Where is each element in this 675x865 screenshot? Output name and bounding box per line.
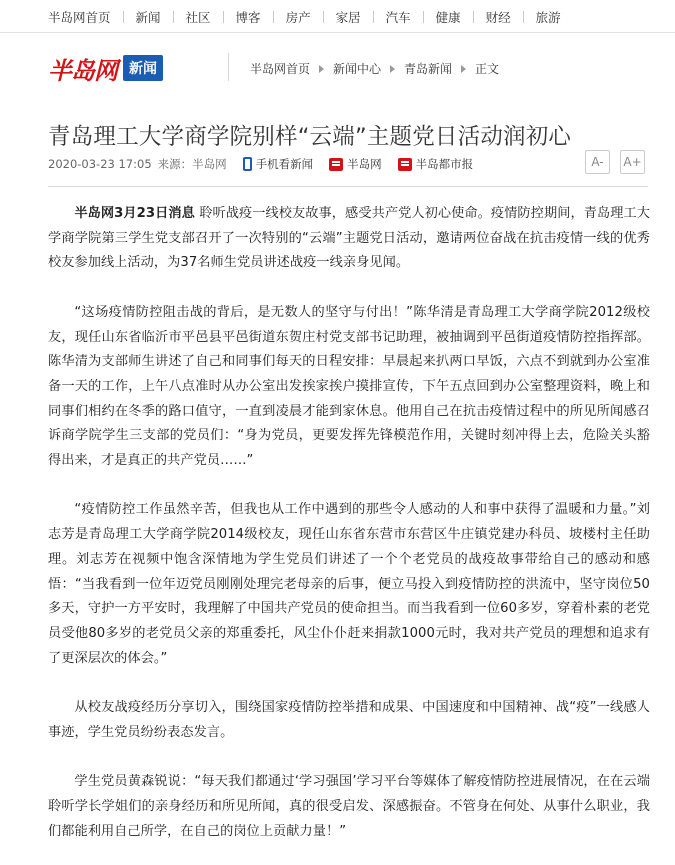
mobile-news-link[interactable]	[243, 156, 314, 172]
article-paragraph: “这场疫情防控阻击战的背后，是无数人的坚守与付出！”陈华清是青岛理工大学商学院2012级校友，现任山东省临沂市平邑县平邑街道东贺庄村党支部书记助理，被抽调到平邑街道疫情防控指挥部。陈华清为支部师生讲述了自己和同事们每天的日程安排：早晨起来扒两口早饭，六点不到就到办公室准备一天的工作，上午八点准时从办公室出发挨家挨户摸排宣传，下午五点回到办公室整理资料，晚上和同事们相约在冬季的路口值守，一直到凌晨才能到家休息。他用自己在抗击疫情过程中的所见所闻感召诉商学院学生三支部的党员们：“身为党员，更要发挥先锋模范作用，关键时刻冲得上去，危险关头豁得出来，才是真正的共产党员……”	[48, 304, 650, 469]
nav-separator	[173, 11, 174, 23]
nav-separator	[523, 11, 524, 23]
article-paragraph	[48, 202, 650, 276]
nav-separator	[323, 11, 324, 23]
article-lead: 半岛网3月23日消息	[74, 206, 195, 221]
breadcrumb-news-center[interactable]: 新闻中心	[333, 62, 382, 76]
breadcrumb-qingdao-news[interactable]: 青岛新闻	[404, 62, 453, 76]
logo-mark[interactable]: 半岛网	[48, 55, 117, 85]
nav-item-travel[interactable]	[511, 8, 561, 26]
paragraph-text: 聆听战疫一线校友故事，感受共产党人初心使命。疫情防控期间，青岛理工大学商学院第三学生党支部召开了一次特别的“云端”主题党日活动，邀请两位奋战在抗击疫情一线的优秀校友参加线上活动，为37名师生党员讲述战疫一线亲身见闻。	[48, 206, 650, 271]
site-logo[interactable]	[48, 51, 163, 85]
nav-item-blog[interactable]	[211, 8, 261, 26]
nav-item-home-furnishing[interactable]	[311, 8, 361, 26]
article-title: 青岛理工大学商学院别样“云端”主题党日活动润初心	[48, 124, 572, 150]
nav-label[interactable]: 汽车	[385, 9, 411, 25]
font-decrease-button[interactable]: A-	[585, 150, 610, 174]
breadcrumb-arrow-icon	[319, 65, 324, 73]
breadcrumb-arrow-icon	[461, 65, 466, 73]
nav-item-auto[interactable]	[361, 8, 411, 26]
newspaper-icon	[329, 158, 343, 171]
nav-separator	[373, 11, 374, 23]
nav-label[interactable]: 新闻	[135, 9, 161, 25]
article-source: 来源：半岛网	[157, 157, 227, 171]
nav-label[interactable]: 半岛网首页	[48, 9, 111, 25]
nav-item-home[interactable]	[48, 8, 111, 26]
nav-label[interactable]: 财经	[485, 9, 511, 25]
nav-label[interactable]: 社区	[185, 9, 211, 25]
nav-separator	[223, 11, 224, 23]
breadcrumb-arrow-icon	[390, 65, 395, 73]
bandao-link[interactable]	[329, 156, 382, 172]
nav-item-house[interactable]	[261, 8, 311, 26]
nav-label[interactable]: 博客	[235, 9, 261, 25]
breadcrumb	[250, 60, 499, 77]
article-paragraph: 从校友战疫经历分享切入，围绕国家疫情防控举措和成果、中国速度和中国精神、战“疫”一线感人事迹，学生党员纷纷表态发言。	[48, 700, 650, 740]
nav-label[interactable]: 旅游	[535, 9, 561, 25]
nav-separator	[123, 11, 124, 23]
mobile-news-label[interactable]: 手机看新闻	[255, 157, 314, 171]
phone-icon	[243, 157, 252, 171]
bandao-metro-label[interactable]: 半岛都市报	[415, 157, 474, 171]
nav-label[interactable]: 房产	[285, 9, 311, 25]
top-navigation	[0, 0, 675, 33]
nav-item-finance[interactable]	[461, 8, 511, 26]
logo-section-tag[interactable]: 新闻	[123, 55, 163, 81]
breadcrumb-home[interactable]: 半岛网首页	[250, 62, 311, 76]
nav-separator	[273, 11, 274, 23]
article-body	[48, 202, 650, 865]
nav-item-community[interactable]	[161, 8, 211, 26]
meta-divider	[48, 186, 648, 187]
nav-separator	[473, 11, 474, 23]
breadcrumb-current: 正文	[475, 62, 500, 76]
bandao-label[interactable]: 半岛网	[347, 157, 382, 171]
nav-item-health[interactable]	[411, 8, 461, 26]
article-meta	[48, 154, 648, 174]
bandao-metro-link[interactable]	[398, 156, 474, 172]
publish-time: 2020-03-23 17:05	[48, 157, 152, 171]
article-paragraph: 学生党员黄森锐说：“每天我们都通过‘学习强国’学习平台等媒体了解疫情防控进展情况，在在云端聆听学长学姐们的亲身经历和所见所闻，真的很受启发、深感振奋。不管身在何处、从事什么职业，我们都能利用自己所学，在自己的岗位上贡献力量！”	[48, 774, 650, 839]
article-paragraph: “疫情防控工作虽然辛苦，但我也从工作中遇到的那些令人感动的人和事中获得了温暖和力量。”刘志芳是青岛理工大学商学院2014级校友，现任山东省东营市东营区牛庄镇党建办科员、坡楼村主任助理。刘志芳在视频中饱含深情地为学生党员们讲述了一个个老党员的战疫故事带给自己的感动和感悟：“当我看到一位年迈党员刚刚处理完老母亲的后事，便立马投入到疫情防控的洪流中，坚守岗位50多天，守护一方平安时，我理解了中国共产党员的使命担当。而当我看到一位60多岁，穿着朴素的老党员受他80多岁的老党员父亲的郑重委托，风尘仆仆赶来捐款1000元时，我对共产党员的理想和追求有了更深层次的体会。”	[48, 502, 650, 666]
logo-divider	[228, 53, 229, 81]
nav-label[interactable]: 家居	[335, 9, 361, 25]
nav-label[interactable]: 健康	[435, 9, 461, 25]
newspaper-icon	[398, 158, 412, 171]
logo-bar	[0, 33, 675, 109]
font-increase-button[interactable]: A+	[620, 150, 645, 174]
nav-separator	[423, 11, 424, 23]
nav-item-news[interactable]	[111, 8, 161, 26]
